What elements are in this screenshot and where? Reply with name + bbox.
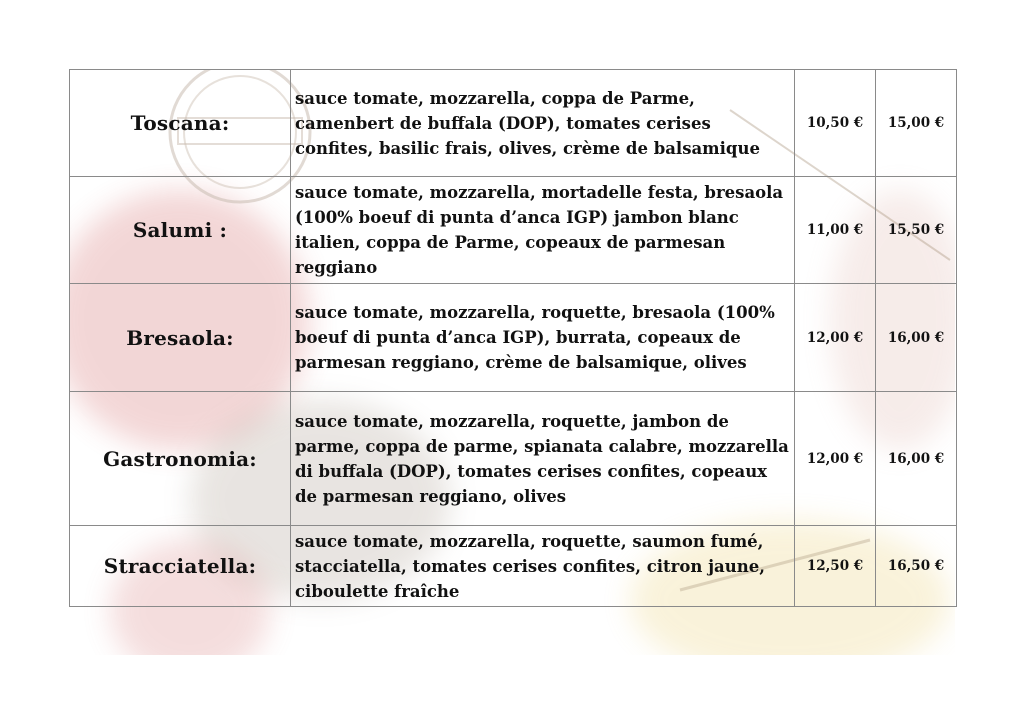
pizza-name: Gastronomia: — [70, 392, 291, 526]
price-large: 16,00 € — [876, 392, 957, 526]
table-row — [70, 70, 957, 177]
table-row — [70, 526, 957, 607]
pizza-name: Toscana: — [70, 70, 291, 177]
price-small: 10,50 € — [795, 70, 876, 177]
pizza-description: sauce tomate, mozzarella, coppa de Parme, camenbert de buffala (DOP), tomates cerises confites, basilic frais, olives, crème de balsamique — [291, 70, 795, 177]
price-large: 15,50 € — [876, 177, 957, 284]
table-row — [70, 392, 957, 526]
price-small: 12,00 € — [795, 392, 876, 526]
pizza-name: Salumi : — [70, 177, 291, 284]
price-large: 16,50 € — [876, 526, 957, 607]
pizza-description: sauce tomate, mozzarella, roquette, saumon fumé, stacciatella, tomates cerises confites, citron jaune, ciboulette fraîche — [291, 526, 795, 607]
pizza-name: Stracciatella: — [70, 526, 291, 607]
price-small: 11,00 € — [795, 177, 876, 284]
pizza-name: Bresaola: — [70, 284, 291, 392]
pizza-description: sauce tomate, mozzarella, mortadelle festa, bresaola (100% boeuf di punta d’anca IGP) jambon blanc italien, coppa de Parme, copeaux de parmesan reggiano — [291, 177, 795, 284]
pizza-description: sauce tomate, mozzarella, roquette, bresaola (100% boeuf di punta d’anca IGP), burrata, copeaux de parmesan reggiano, crème de balsamique, olives — [291, 284, 795, 392]
price-large: 15,00 € — [876, 70, 957, 177]
price-small: 12,00 € — [795, 284, 876, 392]
pizza-menu-table — [69, 69, 957, 607]
price-small: 12,50 € — [795, 526, 876, 607]
pizza-description: sauce tomate, mozzarella, roquette, jambon de parme, coppa de parme, spianata calabre, mozzarella di buffala (DOP), tomates cerises confites, copeaux de parmesan reggiano, olives — [291, 392, 795, 526]
table-row — [70, 177, 957, 284]
table-row — [70, 284, 957, 392]
price-large: 16,00 € — [876, 284, 957, 392]
